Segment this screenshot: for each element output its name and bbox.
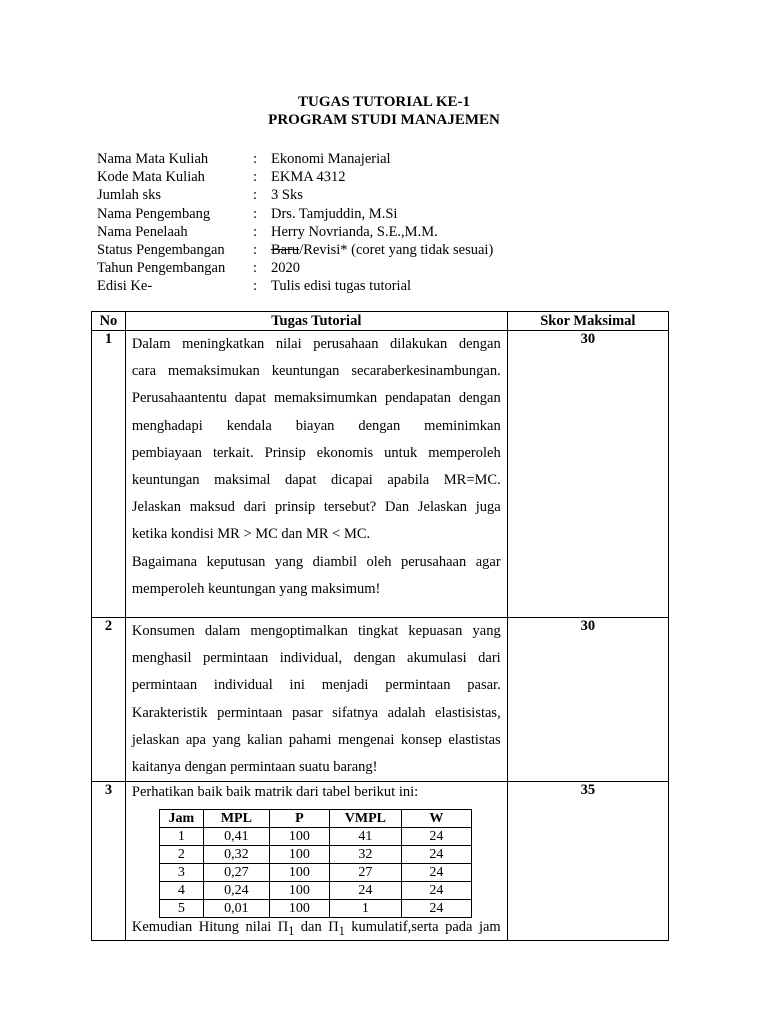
matrix-header: Jam xyxy=(159,810,203,828)
task-cell xyxy=(125,618,507,782)
matrix-cell: 0,24 xyxy=(203,882,269,900)
info-value: Drs. Tamjuddin, M.Si xyxy=(271,205,398,222)
header-task: Tugas Tutorial xyxy=(125,312,507,331)
max-score: 30 xyxy=(507,331,668,618)
task-line: Bagaimana keputusan yang diambil oleh perusahaan agar xyxy=(131,553,501,570)
max-score: 30 xyxy=(507,618,668,782)
task-outro xyxy=(126,918,507,940)
table-row xyxy=(159,846,471,864)
matrix-cell: 100 xyxy=(269,864,329,882)
table-row xyxy=(159,882,471,900)
matrix-cell: 1 xyxy=(159,828,203,846)
matrix-cell: 41 xyxy=(329,828,401,846)
task-line: Dalam meningkatkan nilai perusahaan dilakukan dengan xyxy=(131,336,501,352)
info-value xyxy=(271,241,493,259)
outro-text: kumulatif,serta pada jam xyxy=(344,919,501,936)
matrix-cell: 100 xyxy=(269,846,329,864)
row-number: 2 xyxy=(92,618,126,782)
info-label: Nama Penelaah xyxy=(97,223,188,240)
subscript: 1 xyxy=(338,924,345,939)
table-row xyxy=(159,864,471,882)
info-colon: : xyxy=(253,223,258,240)
task-cell xyxy=(125,331,507,618)
table-row xyxy=(92,782,669,941)
matrix-cell: 0,01 xyxy=(203,900,269,918)
info-label: Kode Mata Kuliah xyxy=(97,169,205,186)
tutorial-table xyxy=(91,311,669,941)
subscript: 1 xyxy=(288,924,295,939)
matrix-cell: 5 xyxy=(159,900,203,918)
matrix-cell: 24 xyxy=(329,882,401,900)
table-row xyxy=(159,828,471,846)
task-line: keuntungan maksimal dapat dicapai apabila MR=MC. xyxy=(131,472,501,489)
info-value: 2020 xyxy=(271,260,300,277)
matrix-cell: 100 xyxy=(269,828,329,846)
outro-text: dan Π xyxy=(294,919,339,936)
info-value: Ekonomi Manajerial xyxy=(271,151,391,167)
table-row xyxy=(92,618,669,782)
max-score: 35 xyxy=(507,782,668,941)
matrix-cell: 3 xyxy=(159,864,203,882)
production-matrix-table xyxy=(159,809,472,918)
matrix-header: P xyxy=(269,810,329,828)
task-line: Konsumen dalam mengoptimalkan tingkat kepuasan yang xyxy=(131,623,501,639)
matrix-cell: 100 xyxy=(269,882,329,900)
task-line: cara memaksimukan keuntungan secaraberkesinambungan. xyxy=(131,363,501,380)
row-number: 3 xyxy=(92,782,126,941)
struck-option: Baru xyxy=(271,241,300,258)
info-colon: : xyxy=(253,205,258,222)
task-line: Perusahaantentu dapat memaksimumkan pendapatan dengan xyxy=(131,390,501,407)
task-cell xyxy=(125,782,507,941)
document-title: TUGAS TUTORIAL KE-1 xyxy=(298,94,470,110)
task-line: pembiayaan terkait. Prinsip ekonomis untuk memperoleh xyxy=(131,444,501,461)
info-value: 3 Sks xyxy=(271,187,303,204)
matrix-header: W xyxy=(401,810,471,828)
task-line: jelaskan apa yang kalian pahami mengenai konsep elastistas xyxy=(131,731,501,748)
info-value: Tulis edisi tugas tutorial xyxy=(271,278,412,295)
info-value: Herry Novrianda, S.E.,M.M. xyxy=(271,223,438,240)
matrix-cell: 1 xyxy=(329,900,401,918)
task-line: Karakteristik permintaan pasar sifatnya adalah elastisistas, xyxy=(131,704,501,721)
task-line: menghasil permintaan individual, dengan akumulasi dari xyxy=(131,650,501,667)
matrix-cell: 27 xyxy=(329,864,401,882)
matrix-cell: 0,27 xyxy=(203,864,269,882)
info-colon: : xyxy=(253,169,258,186)
matrix-header: MPL xyxy=(203,810,269,828)
table-row xyxy=(159,900,471,918)
info-colon: : xyxy=(253,278,258,295)
matrix-cell: 100 xyxy=(269,900,329,918)
document-subtitle: PROGRAM STUDI MANAJEMEN xyxy=(268,112,500,128)
matrix-cell: 24 xyxy=(401,828,471,846)
info-colon: : xyxy=(253,187,258,204)
task-text xyxy=(126,331,507,603)
info-value: EKMA 4312 xyxy=(271,169,346,186)
status-rest: /Revisi* (coret yang tidak sesuai) xyxy=(299,241,494,258)
table-row xyxy=(92,331,669,618)
task-text xyxy=(126,618,507,781)
matrix-header: VMPL xyxy=(329,810,401,828)
matrix-cell: 24 xyxy=(401,900,471,918)
task-line: ketika kondisi MR > MC dan MR < MC. xyxy=(131,526,371,543)
task-line: menghadapi kendala biayan dengan meminimkan xyxy=(131,417,501,434)
matrix-cell: 24 xyxy=(401,882,471,900)
matrix-cell: 32 xyxy=(329,846,401,864)
outro-text: Kemudian Hitung nilai Π xyxy=(131,919,289,936)
info-label: Status Pengembangan xyxy=(97,241,225,258)
info-label: Nama Mata Kuliah xyxy=(97,151,209,167)
task-line: kaitanya dengan permintaan suatu barang! xyxy=(131,759,378,776)
task-line: permintaan individual ini menjadi permintaan pasar. xyxy=(131,677,501,694)
info-colon: : xyxy=(253,151,258,167)
info-label: Nama Pengembang xyxy=(97,205,211,222)
table-header-row xyxy=(92,312,669,331)
task-line: memperoleh keuntungan yang maksimum! xyxy=(131,580,381,597)
matrix-cell: 2 xyxy=(159,846,203,864)
info-label: Edisi Ke- xyxy=(97,278,153,295)
task-intro: Perhatikan baik baik matrik dari tabel berikut ini: xyxy=(131,784,419,801)
header-no: No xyxy=(92,312,126,331)
matrix-cell: 4 xyxy=(159,882,203,900)
matrix-cell: 24 xyxy=(401,846,471,864)
info-colon: : xyxy=(253,260,258,277)
matrix-header-row xyxy=(159,810,471,828)
header-score: Skor Maksimal xyxy=(507,312,668,331)
matrix-cell: 0,41 xyxy=(203,828,269,846)
info-colon: : xyxy=(253,241,258,258)
matrix-cell: 0,32 xyxy=(203,846,269,864)
info-label: Tahun Pengembangan xyxy=(97,260,226,277)
info-label: Jumlah sks xyxy=(97,187,162,204)
matrix-cell: 24 xyxy=(401,864,471,882)
task-line: Jelaskan maksud dari prinsip tersebut? Dan Jelaskan juga xyxy=(131,499,501,516)
row-number: 1 xyxy=(92,331,126,618)
